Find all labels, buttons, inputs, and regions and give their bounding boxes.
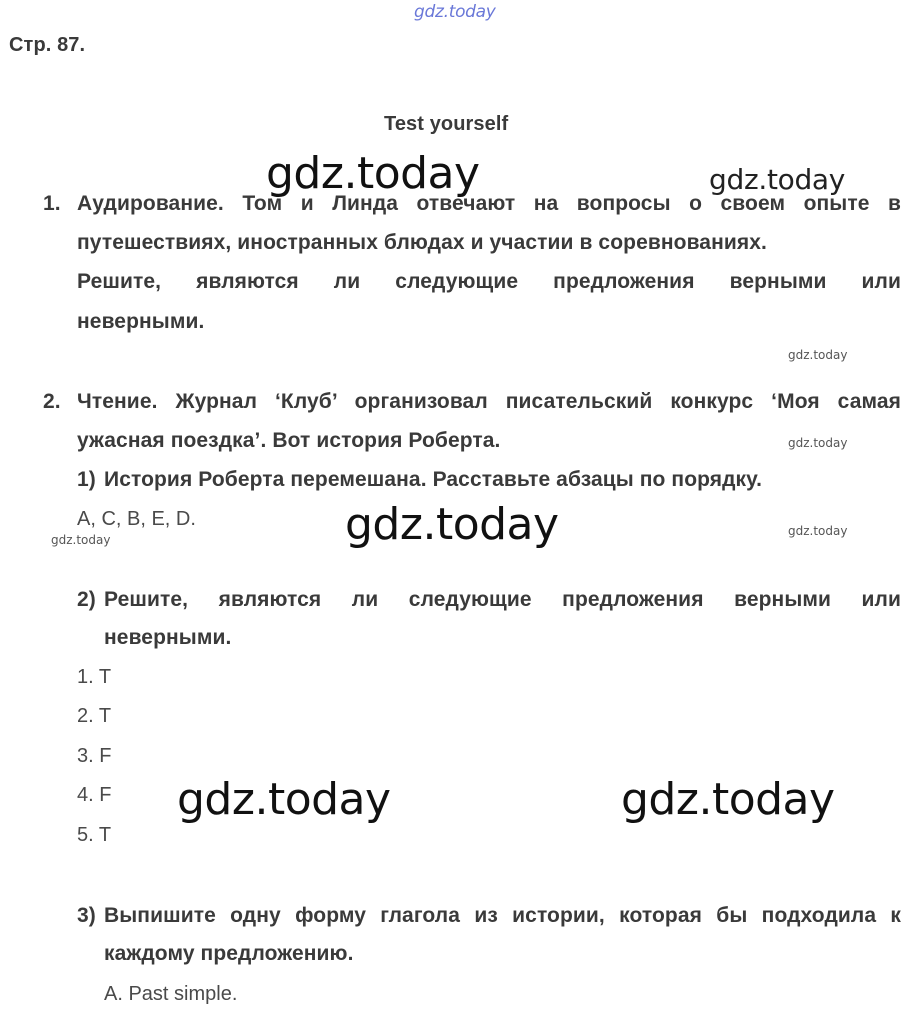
answer-text: A, C, B, E, D. bbox=[77, 508, 196, 530]
task-text-line: Решите, являются ли следующие предложения верными или bbox=[77, 270, 901, 293]
watermark-large: gdz.today bbox=[266, 148, 480, 199]
task-text-line: Чтение. Журнал ‘Клуб’ организовал писательский конкурс ‘Моя самая bbox=[77, 390, 901, 413]
subtask-number: 2) bbox=[77, 588, 96, 611]
watermark-top: gdz.today bbox=[414, 2, 496, 22]
answer-item: 4. F bbox=[77, 784, 112, 806]
watermark-medium: gdz.today bbox=[709, 163, 846, 196]
answer-item: 2. T bbox=[77, 705, 112, 727]
watermark-small: gdz.today bbox=[788, 348, 848, 362]
watermark-small: gdz.today bbox=[51, 533, 111, 547]
answer-item: 3. F bbox=[77, 745, 112, 767]
subtask-text: Выпишите одну форму глагола из истории, которая бы подходила к bbox=[104, 904, 901, 927]
subtask-text: неверными. bbox=[104, 626, 232, 649]
answer-item: 1. T bbox=[77, 666, 112, 688]
answer-item: 5. T bbox=[77, 824, 112, 846]
watermark-large: gdz.today bbox=[345, 499, 559, 550]
task-text-line: Аудирование. Том и Линда отвечают на вопросы о своем опыте в bbox=[77, 192, 901, 215]
subtask-text: История Роберта перемешана. Расставьте абзацы по порядку. bbox=[104, 468, 763, 491]
subtask-number: 3) bbox=[77, 904, 96, 927]
subtask-text: каждому предложению. bbox=[104, 942, 354, 965]
task-number: 2. bbox=[43, 390, 61, 413]
subtask-text: Решите, являются ли следующие предложения верными или bbox=[104, 588, 901, 611]
watermark-small: gdz.today bbox=[788, 436, 848, 450]
answer-text: A. Past simple. bbox=[104, 983, 238, 1005]
task-number: 1. bbox=[43, 192, 61, 215]
section-title: Test yourself bbox=[384, 113, 509, 135]
task-text-line: неверными. bbox=[77, 310, 205, 333]
watermark-small: gdz.today bbox=[788, 524, 848, 538]
watermark-large: gdz.today bbox=[177, 774, 391, 825]
task-text-line: путешествиях, иностранных блюдах и участии в соревнованиях. bbox=[77, 231, 767, 254]
subtask-number: 1) bbox=[77, 468, 96, 491]
task-text-line: ужасная поездка’. Вот история Роберта. bbox=[77, 429, 501, 452]
watermark-large: gdz.today bbox=[621, 774, 835, 825]
page-number: Стр. 87. bbox=[9, 34, 86, 56]
